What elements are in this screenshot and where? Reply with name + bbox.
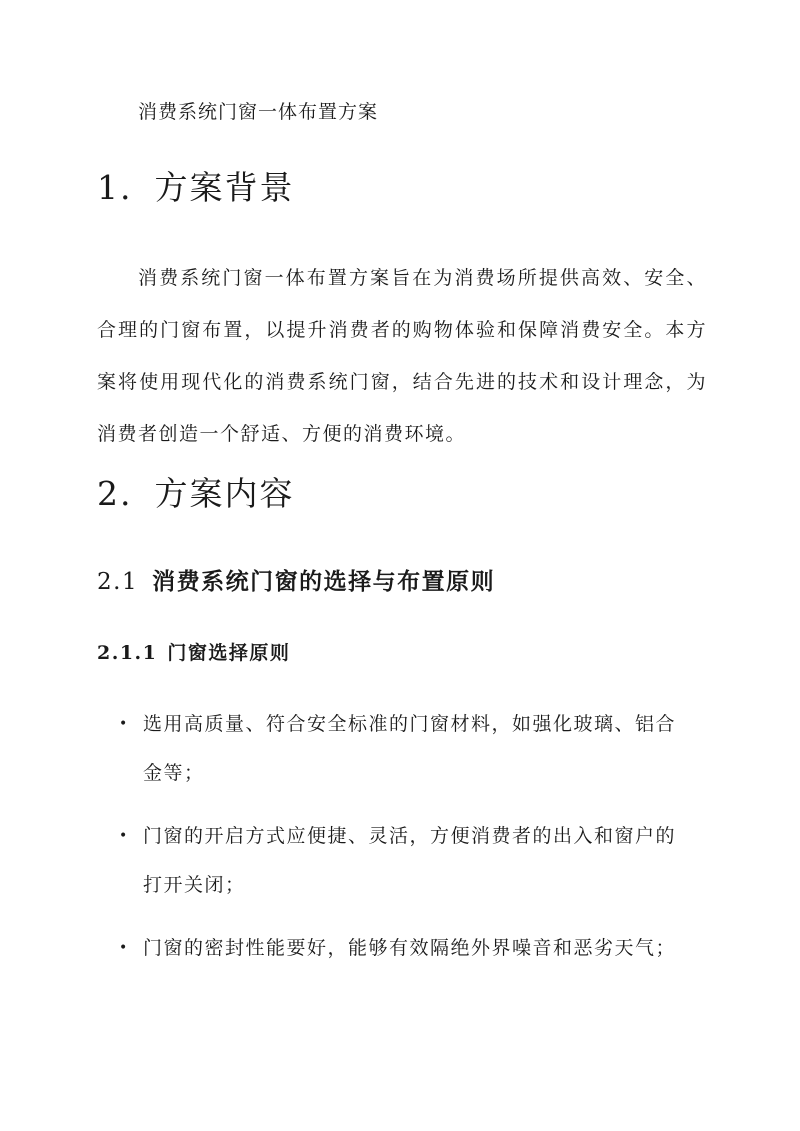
background-paragraph: 消费系统门窗一体布置方案旨在为消费场所提供高效、安全、合理的门窗布置，以提升消费者的购物体验和保障消费安全。本方案将使用现代化的消费系统门窗，结合先进的技术和设计理念，为消费者创造一个舒适、方便的消费环境。 (97, 267, 707, 445)
section-number: 1. (97, 168, 133, 207)
bullet-icon: • (119, 716, 129, 732)
subsubsection-heading (97, 638, 290, 665)
subsection-number: 2.1 (97, 569, 139, 595)
bullet-icon: • (119, 940, 129, 956)
document-title: 消费系统门窗一体布置方案 (138, 101, 379, 123)
subsection-title: 消费系统门窗的选择与布置原则 (152, 568, 496, 595)
list-item-text: 选用高质量、符合安全标准的门窗材料，如强化玻璃、铝合金等； (143, 713, 677, 784)
list-item (97, 924, 691, 973)
selection-principles-list (97, 700, 707, 987)
list-item (97, 812, 691, 910)
list-item-text: 门窗的密封性能要好，能够有效隔绝外界噪音和恶劣天气； (143, 937, 677, 959)
subsection-heading (97, 563, 495, 596)
section-title: 方案内容 (154, 474, 295, 513)
bullet-icon: • (119, 828, 129, 844)
list-item-text: 门窗的开启方式应便捷、灵活，方便消费者的出入和窗户的打开关闭； (143, 825, 677, 896)
subsubsection-number: 2.1.1 (97, 642, 158, 664)
section-number: 2. (97, 474, 133, 513)
subsubsection-title: 门窗选择原则 (167, 642, 291, 664)
section-heading-background (97, 162, 295, 209)
list-item (97, 700, 691, 798)
section-title: 方案背景 (154, 168, 295, 207)
section-heading-content (97, 468, 295, 515)
